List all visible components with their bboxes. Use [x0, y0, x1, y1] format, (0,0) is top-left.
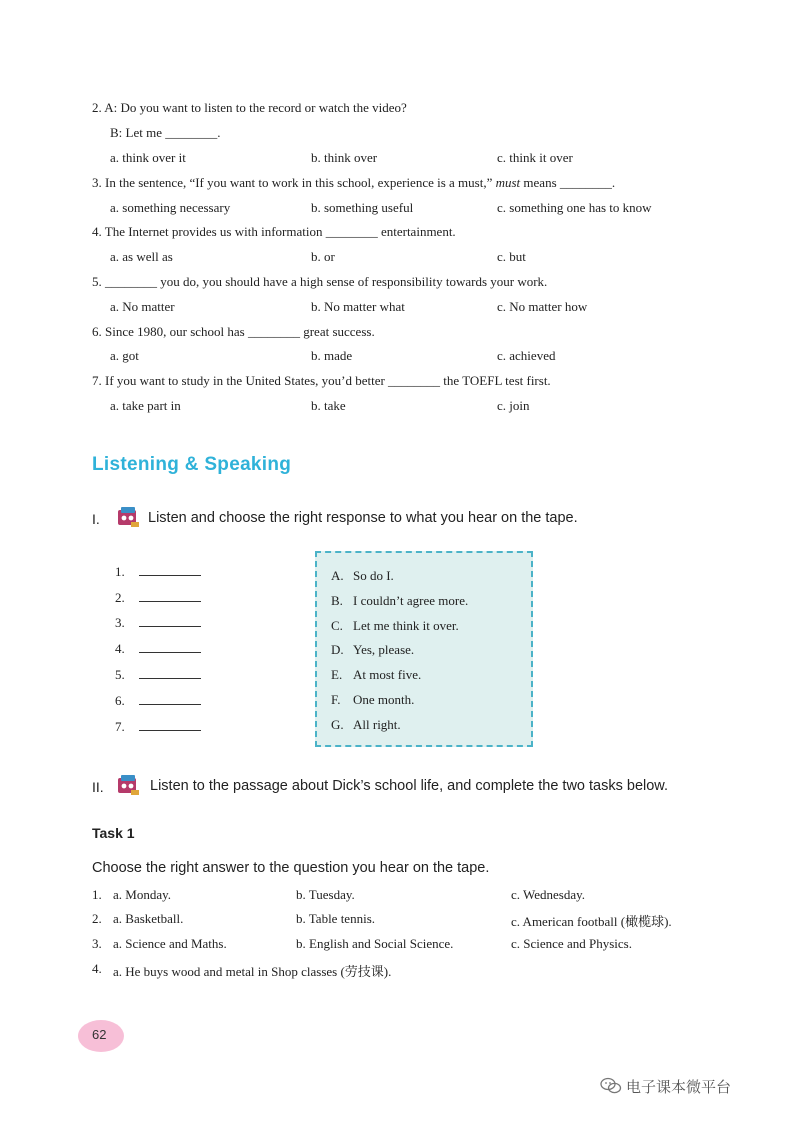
- watermark-text: 电子课本微平台: [626, 1078, 732, 1096]
- task1-item-1-option-a: a. Monday.: [113, 887, 172, 902]
- blank-1-number: 1.: [115, 564, 125, 579]
- blank-3: [115, 615, 201, 631]
- response-c: [331, 618, 459, 634]
- blank-7-number: 7.: [115, 719, 125, 734]
- q3-option-c: c. something one has to know: [497, 200, 652, 215]
- q3-stem-italic: must: [495, 175, 521, 190]
- response-b: [331, 593, 468, 609]
- q4-option-a: a. as well as: [110, 249, 173, 264]
- task1-item-1-option-b: b. Tuesday.: [296, 887, 355, 902]
- response-c-text: Let me think it over.: [353, 618, 459, 633]
- q4-option-b: b. or: [311, 249, 335, 264]
- blank-2: [115, 590, 201, 606]
- blank-1: [115, 564, 201, 580]
- q5-option-a: a. No matter: [110, 299, 175, 314]
- response-e-letter: E.: [331, 667, 343, 682]
- response-f-letter: F.: [331, 692, 341, 707]
- q2-stem: 2. A: Do you want to listen to the record or watch the video?: [92, 100, 407, 115]
- cassette-tape-icon: [116, 506, 140, 528]
- response-e: [331, 667, 421, 683]
- task1-item-3-option-a: a. Science and Maths.: [113, 936, 227, 951]
- q3-option-a: a. something necessary: [110, 200, 231, 215]
- response-d-letter: D.: [331, 642, 344, 657]
- q6-option-c: c. achieved: [497, 348, 556, 363]
- blank-5-number: 5.: [115, 667, 125, 682]
- response-g-text: All right.: [353, 717, 401, 732]
- task1-item-4-number: 4.: [92, 961, 102, 976]
- blank-3-number: 3.: [115, 615, 125, 630]
- response-d-text: Yes, please.: [353, 642, 415, 657]
- response-g: [331, 717, 401, 733]
- q3-stem-before: 3. In the sentence, “If you want to work in this school, experience is a must,”: [92, 175, 496, 190]
- task1-item-4-option-a: a. He buys wood and metal in Shop classes (劳技课).: [113, 964, 392, 979]
- blank-5: [115, 667, 201, 683]
- q2-option-c: c. think it over: [497, 150, 573, 165]
- watermark: [600, 1076, 731, 1099]
- task1-item-2-option-c: c. American football (橄榄球).: [511, 914, 672, 929]
- part1-roman: I.: [92, 511, 100, 527]
- answer-line-6[interactable]: [139, 693, 201, 705]
- wechat-icon: [600, 1077, 622, 1099]
- part2-instruction: Listen to the passage about Dick’s school life, and complete the two tasks below.: [150, 778, 669, 794]
- answer-line-7[interactable]: [139, 719, 201, 731]
- q3-stem: [92, 175, 615, 191]
- task1-item-1-option-c: c. Wednesday.: [511, 887, 586, 902]
- q7-stem: 7. If you want to study in the United States, you’d better ________ the TOEFL test first.: [92, 373, 551, 388]
- section-title: Listening & Speaking: [92, 454, 292, 475]
- blank-4-number: 4.: [115, 641, 125, 656]
- response-c-letter: C.: [331, 618, 343, 633]
- q7-option-b: b. take: [311, 398, 346, 413]
- task1-item-3-number: 3.: [92, 936, 102, 951]
- q3-option-b: b. something useful: [311, 200, 414, 215]
- q7-option-a: a. take part in: [110, 398, 181, 413]
- task1-item-1-number: 1.: [92, 887, 102, 902]
- q4-stem: 4. The Internet provides us with information ________ entertainment.: [92, 224, 456, 239]
- cassette-tape-icon: [116, 774, 140, 796]
- q7-option-c: c. join: [497, 398, 530, 413]
- blank-6-number: 6.: [115, 693, 125, 708]
- response-a-text: So do I.: [353, 568, 394, 583]
- response-d: [331, 642, 414, 658]
- q6-option-b: b. made: [311, 348, 353, 363]
- blank-4: [115, 641, 201, 657]
- part1-instruction: Listen and choose the right response to what you hear on the tape.: [148, 510, 578, 526]
- q5-stem: 5. ________ you do, you should have a high sense of responsibility towards your work.: [92, 274, 548, 289]
- response-a: [331, 568, 394, 584]
- task1-item-2-number: 2.: [92, 911, 102, 926]
- task1-title: Task 1: [92, 825, 135, 841]
- q2-line2: B: Let me ________.: [110, 125, 221, 140]
- answer-line-1[interactable]: [139, 564, 201, 576]
- answer-line-5[interactable]: [139, 667, 201, 679]
- task1-item-2-option-b: b. Table tennis.: [296, 911, 376, 926]
- task1-instruction: Choose the right answer to the question you hear on the tape.: [92, 860, 490, 876]
- q3-stem-after: means ________.: [520, 175, 616, 190]
- response-options-box: [315, 551, 533, 747]
- answer-line-3[interactable]: [139, 615, 201, 627]
- task1-item-3-option-b: b. English and Social Science.: [296, 936, 454, 951]
- response-g-letter: G.: [331, 717, 344, 732]
- blank-7: [115, 719, 201, 735]
- q6-stem: 6. Since 1980, our school has ________ great success.: [92, 324, 375, 339]
- response-f-text: One month.: [353, 692, 415, 707]
- answer-line-2[interactable]: [139, 590, 201, 602]
- response-b-text: I couldn’t agree more.: [353, 593, 469, 608]
- response-e-text: At most five.: [353, 667, 422, 682]
- task1-item-3-option-c: c. Science and Physics.: [511, 936, 632, 951]
- response-b-letter: B.: [331, 593, 343, 608]
- q5-option-b: b. No matter what: [311, 299, 405, 314]
- response-f: [331, 692, 414, 708]
- blank-2-number: 2.: [115, 590, 125, 605]
- answer-line-4[interactable]: [139, 641, 201, 653]
- part2-roman: II.: [92, 779, 104, 795]
- task1-item-2-option-a: a. Basketball.: [113, 911, 184, 926]
- q2-option-b: b. think over: [311, 150, 378, 165]
- blank-6: [115, 693, 201, 709]
- response-a-letter: A.: [331, 568, 344, 583]
- q4-option-c: c. but: [497, 249, 526, 264]
- q2-option-a: a. think over it: [110, 150, 186, 165]
- page-number: 62: [92, 1027, 107, 1042]
- q5-option-c: c. No matter how: [497, 299, 588, 314]
- q6-option-a: a. got: [110, 348, 139, 363]
